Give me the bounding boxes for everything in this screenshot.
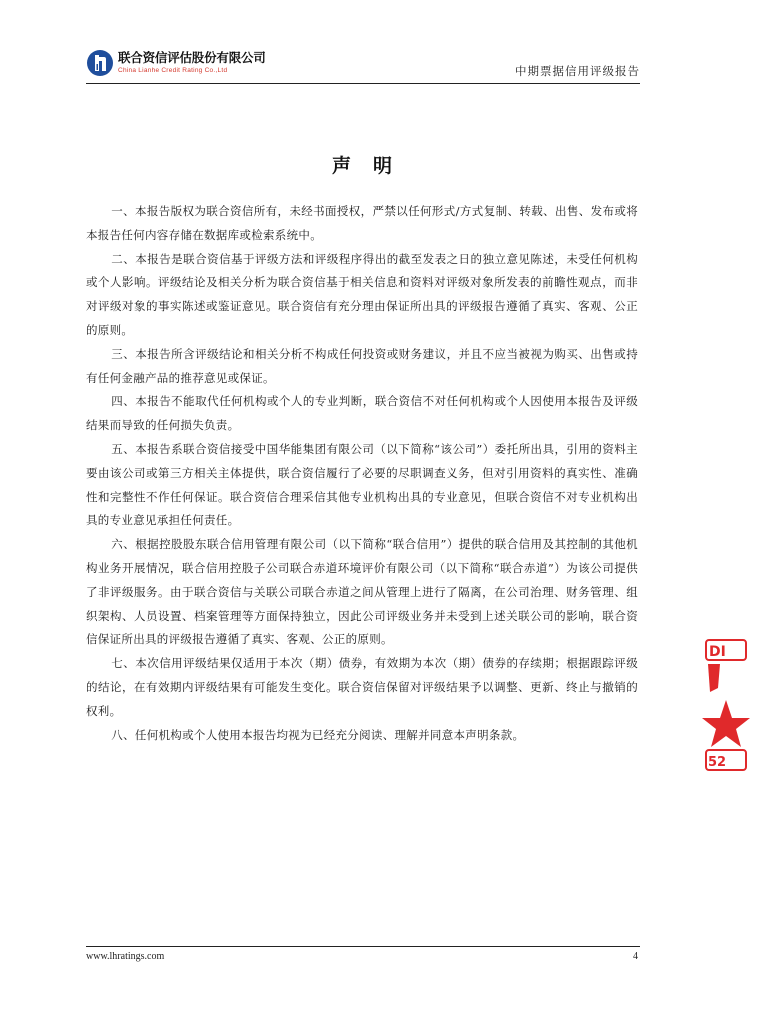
statement-body: [86, 200, 638, 747]
lianhe-logo-icon: [86, 49, 114, 77]
stamp-text-bottom: 52: [708, 755, 727, 770]
page-title: 声明: [331, 155, 414, 177]
stamp-text-top: DI: [709, 644, 726, 660]
statement-paragraph-4: 四、本报告不能取代任何机构或个人的专业判断，联合资信不对任何机构或个人因使用本报告及评级结果而导致的任何损失负责。: [86, 394, 638, 433]
company-logo: [86, 48, 266, 78]
report-type: 中期票据信用评级报告: [515, 64, 640, 78]
red-seal-stamp: [704, 630, 727, 780]
company-name-cn: 联合资信评估股份有限公司: [118, 50, 266, 65]
statement-paragraph-6: 六、根据控股股东联合信用管理有限公司（以下简称“联合信用”）提供的联合信用及其控制的其他机构业务开展情况，联合信用控股子公司联合赤道环境评价有限公司（以下简称“联合赤道”）为该公司提供了非评级服务。由于联合资信与关联公司联合赤道之间从管理上进行了隔离，在公司治理、财务管理、组织架构、人员设置、档案管理等方面保持独立，因此公司评级业务并未受到上述关联公司的影响，联合资信保证所出具的评级报告遵循了真实、客观、公正的原则。: [86, 537, 638, 647]
statement-paragraph-5: 五、本报告系联合资信接受中国华能集团有限公司（以下简称“该公司”）委托所出具，引用的资料主要由该公司或第三方相关主体提供，联合资信履行了必要的尽职调查义务，但对引用资料的真实性、准确性和完整性不作任何保证。联合资信合理采信其他专业机构出具的专业意见，但联合资信不对专业机构出具的专业意见承担任何责任。: [86, 441, 638, 528]
statement-paragraph-8: 八、任何机构或个人使用本报告均视为已经充分阅读、理解并同意本声明条款。: [111, 727, 525, 742]
company-name-en: China Lianhe Credit Rating Co.,Ltd: [118, 66, 228, 74]
page-number: 4: [633, 951, 638, 962]
footer-website: www.lhratings.com: [86, 951, 165, 962]
statement-paragraph-1: 一、本报告版权为联合资信所有，未经书面授权，严禁以任何形式/方式复制、转载、出售、发布或将本报告任何内容存储在数据库或检索系统中。: [86, 204, 638, 242]
footer-divider: [86, 946, 640, 947]
header-divider: [86, 83, 640, 84]
statement-paragraph-3: 三、本报告所含评级结论和相关分析不构成任何投资或财务建议，并且不应当被视为购买、出售或持有任何金融产品的推荐意见或保证。: [86, 346, 638, 385]
statement-paragraph-7: 七、本次信用评级结果仅适用于本次（期）债券，有效期为本次（期）债券的存续期；根据跟踪评级的结论，在有效期内评级结果有可能发生变化。联合资信保留对评级结果予以调整、更新、终止与撤销的权利。: [86, 656, 638, 718]
statement-paragraph-2: 二、本报告是联合资信基于评级方法和评级程序得出的截至发表之日的独立意见陈述，未受任何机构或个人影响。评级结论及相关分析为联合资信基于相关信息和资料对评级对象所发表的前瞻性观点，而非对评级对象的事实陈述或鉴证意见。联合资信有充分理由保证所出具的评级报告遵循了真实、客观、公正的原则。: [86, 251, 638, 337]
